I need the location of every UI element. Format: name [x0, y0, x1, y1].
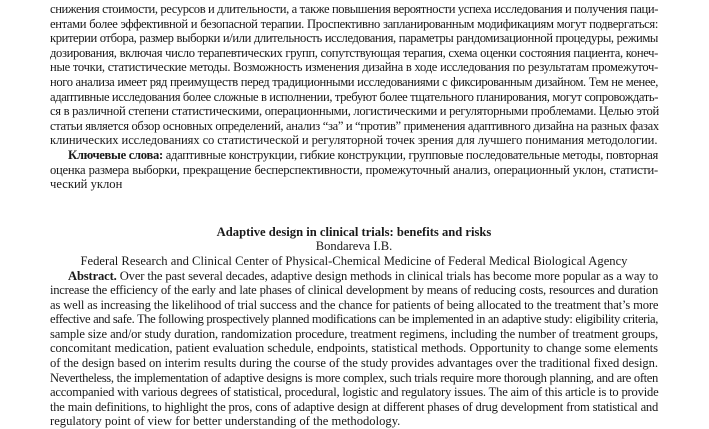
abstract-line: Nevertheless, the implementation of adaptive designs is more complex, such trials require more thorough planning, and are often — [50, 371, 658, 386]
keywords-line — [50, 148, 658, 163]
document-page — [50, 2, 658, 429]
russian-abstract — [50, 2, 658, 148]
keywords-line: оценка размера выборки, прекращение бесперспективности, промежуточный анализ, операционный уклон, статисти- — [50, 163, 658, 178]
keywords-ru — [50, 148, 658, 192]
keywords-label: Ключевые слова: — [68, 148, 163, 162]
ru-line: клинических исследованиях со статистической и регуляторной точек зрения для лучшего понимания методологии. — [50, 133, 658, 148]
abstract-line: sample size and/or study duration, randomization procedure, treatment regimens, including the number of treatment groups, — [50, 327, 658, 342]
english-title: Adaptive design in clinical trials: benefits and risks — [50, 225, 658, 240]
section-gap — [50, 192, 658, 225]
ru-line: снижения стоимости, ресурсов и длительности, а также повышения вероятности успеха исследования и получения паци- — [50, 2, 658, 17]
ru-line: дозирования, включая число терапевтических групп, сопутствующая терапия, схема оценки состояния пациента, конеч- — [50, 46, 658, 61]
ru-line: критерии отбора, размер выборки и/или длительность исследования, параметры рандомизационной процедуры, режимы — [50, 31, 658, 46]
ru-line: ного анализа имеет ряд преимуществ перед традиционными исследованиями с фиксированным дизайном. Тем не менее, — [50, 75, 658, 90]
abstract-line — [50, 269, 658, 284]
abstract-line: the main definitions, to highlight the pros, cons of adaptive design at different phases of drug development from statistical and — [50, 400, 658, 415]
abstract-label: Abstract. — [68, 269, 117, 283]
affiliation: Federal Research and Clinical Center of Physical-Chemical Medicine of Federal Medical Biological Agency — [50, 254, 658, 269]
author: Bondareva I.B. — [50, 239, 658, 254]
abstract-text: Over the past several decades, adaptive design methods in clinical trials has become more popular as a way to — [117, 269, 658, 283]
keywords-text: адаптивные конструкции, гибкие конструкции, групповые последовательные методы, повторная — [163, 148, 658, 162]
ru-line: статьи является обзор основных определений, анализ “за” и “против” применения адаптивного дизайна на разных фазах — [50, 119, 658, 134]
abstract-line: regulatory point of view for better understanding of the methodology. — [50, 414, 658, 429]
abstract-line: effective and safe. The following prospectively planned modifications can be implemented in an adaptive study: eligibility criteria, — [50, 312, 658, 327]
english-abstract — [50, 269, 658, 429]
ru-line: адаптивные исследования более сложные в исполнении, требуют более тщательного планирования, могут сопровождать- — [50, 90, 658, 105]
abstract-line: increase the efficiency of the early and late phases of clinical development by means of reducing costs, resources and duration — [50, 283, 658, 298]
abstract-line: of the design based on interim results during the course of the study provides advantages over the traditional fixed design. — [50, 356, 658, 371]
keywords-line: ческий уклон — [50, 177, 658, 192]
ru-line: ные точки, статистические методы. Возможность изменения дизайна в ходе исследования по результатам промежуточ- — [50, 60, 658, 75]
ru-line: ентами более эффективной и безопасной терапии. Проспективно запланированным модификациям могут подвергаться: — [50, 17, 658, 32]
abstract-line: concomitant medication, patient evaluation schedule, endpoints, statistical methods. Opportunity to change some elements — [50, 341, 658, 356]
abstract-line: as well as increasing the likelihood of trial success and the chance for patients of being allocated to the treatment that’s more — [50, 298, 658, 313]
abstract-line: accompanied with various degrees of statistical, procedural, logistic and regulatory issues. The aim of this article is to provide — [50, 385, 658, 400]
english-header — [50, 225, 658, 269]
ru-line: ся в различной степени статистическими, операционными, логистическими и регуляторными проблемами. Целью этой — [50, 104, 658, 119]
